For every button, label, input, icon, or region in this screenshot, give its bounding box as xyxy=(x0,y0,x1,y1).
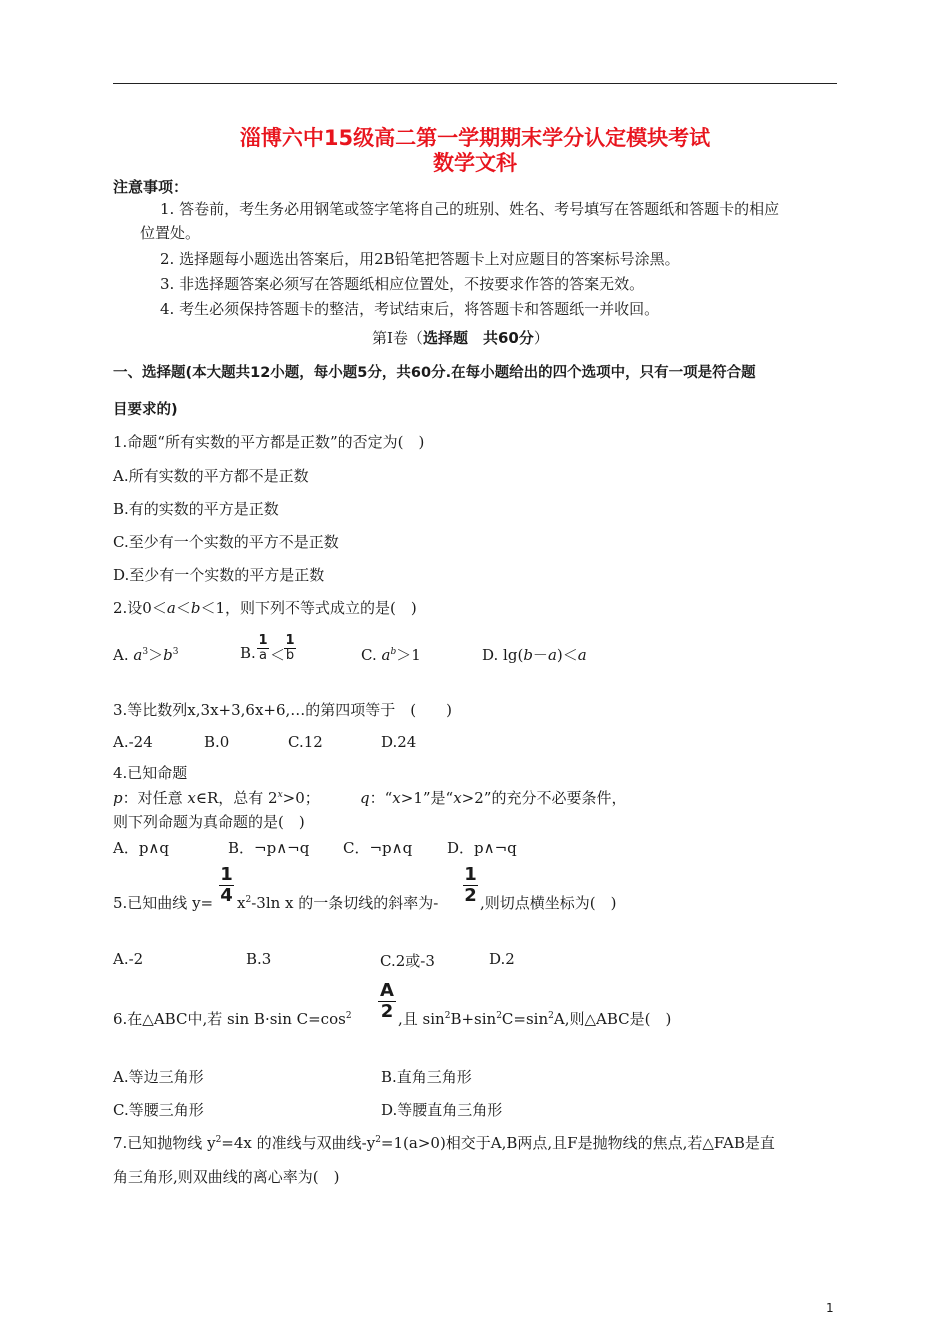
notice-item-3: 3. 非选择题答案必须写在答题纸相应位置处，不按要求作答的答案无效。 xyxy=(160,275,645,293)
q4-q-text1: ：“ xyxy=(369,789,393,807)
q5-mid1-exp: 2 xyxy=(245,895,252,905)
q7-prefix: 7.已知抛物线 y xyxy=(113,1134,216,1152)
q2-c-rest: ＞1 xyxy=(396,646,421,664)
section-instruction: 一、选择题(本大题共12小题，每小题5分，共60分.在每小题给出的四个选项中，只有一项是符合题 xyxy=(113,365,756,381)
q7-e1: 2 xyxy=(215,1135,222,1145)
q2-d-text1: lg( xyxy=(503,646,524,664)
q4-option-b: B．¬p∧¬q xyxy=(228,839,310,857)
q2-a-base2: b xyxy=(163,646,173,664)
q2-d-text2: )＜ xyxy=(556,646,578,664)
q5-mid1: x xyxy=(237,894,246,912)
q6-option-b: B.直角三角形 xyxy=(381,1068,472,1086)
q2-option-a xyxy=(113,644,178,665)
q4-q-label: q xyxy=(360,789,370,807)
q4-p-label: p xyxy=(113,789,123,807)
q6-stem-suffix xyxy=(398,1008,671,1029)
q2-stem-prefix: 2.设0＜ xyxy=(113,599,167,617)
q2-d-a: a xyxy=(547,646,557,664)
q2-b-frac1-den: a xyxy=(259,647,267,663)
exam-title: 淄博六中15级高二第一学期期末学分认定模块考试 xyxy=(239,126,711,150)
q2-option-c xyxy=(361,644,421,665)
q6-prefix: 6.在△ABC中,若 sin B·sin C=cos xyxy=(113,1010,346,1028)
q2-option-b-fraction-2 xyxy=(284,634,296,663)
q6-option-d: D.等腰直角三角形 xyxy=(381,1101,503,1119)
q3-option-b: B.0 xyxy=(204,733,230,751)
q2-option-d-label: D. xyxy=(482,646,499,664)
exam-subtitle: 数学文科 xyxy=(433,151,517,175)
q4-option-a: A．p∧q xyxy=(113,839,170,857)
notice-item-4: 4. 考生必须保持答题卡的整洁，考试结束后，将答题卡和答题纸一并收回。 xyxy=(160,300,660,318)
q5-fraction-quarter xyxy=(219,866,234,906)
q5-frac2-num: 1 xyxy=(464,864,477,885)
q2-var-b: b xyxy=(190,599,201,617)
q4-q-text2: >1”是“ xyxy=(400,789,454,807)
q6-e3: 2 xyxy=(548,1011,554,1021)
q2-option-d xyxy=(482,644,587,665)
q4-p-exp: x xyxy=(277,790,283,800)
q4-question: 则下列命题为真命题的是( ) xyxy=(113,813,305,831)
q2-c-base: a xyxy=(381,646,391,664)
q4-proposition-p xyxy=(113,787,320,808)
q2-option-a-label: A. xyxy=(113,646,129,664)
q2-lt: ＜ xyxy=(175,599,191,617)
q4-p-text3: >0； xyxy=(282,789,320,807)
q6-stem-prefix xyxy=(113,1008,352,1029)
q6-m1: B+sin xyxy=(450,1010,497,1028)
q7-suffix: =1(a>0)相交于A,B两点,且F是抛物线的焦点,若△FAB是直 xyxy=(380,1134,775,1152)
q1-option-b: B.有的实数的平方是正数 xyxy=(113,500,279,518)
q5-frac2-den: 2 xyxy=(464,884,477,906)
q7-stem-line1 xyxy=(113,1132,775,1153)
q2-b-frac2-den: b xyxy=(285,647,295,663)
q6-suffix: A,则△ABC是( ) xyxy=(553,1010,672,1028)
q4-q-x1: x xyxy=(392,789,401,807)
q2-b-frac2-num: 1 xyxy=(285,633,295,648)
q2-stem-suffix: ＜1，则下列不等式成立的是( ) xyxy=(200,599,417,617)
q5-option-a: A.-2 xyxy=(113,950,144,968)
q2-option-b-fraction-1 xyxy=(257,634,269,663)
q4-stem: 4.已知命题 xyxy=(113,764,188,782)
q1-option-d: D.至少有一个实数的平方是正数 xyxy=(113,566,325,584)
q2-a-exp2: 3 xyxy=(172,647,179,657)
q5-option-b: B.3 xyxy=(246,950,272,968)
notice-item-2: 2. 选择题每小题选出答案后，用2B铅笔把答题卡上对应题目的答案标号涂黑。 xyxy=(160,250,680,268)
part1-heading xyxy=(372,327,549,348)
q2-option-b-op: ＜ xyxy=(270,646,286,664)
q6-e2: 2 xyxy=(496,1011,502,1021)
section-instruction-cont: 目要求的) xyxy=(113,402,178,418)
part1-heading-prefix: 第Ⅰ卷（ xyxy=(372,329,423,347)
q4-p-text1: ：对任意 xyxy=(122,789,188,807)
q6-frac-den: 2 xyxy=(380,1000,394,1022)
q2-a-base1: a xyxy=(133,646,143,664)
q3-option-c: C.12 xyxy=(288,733,323,751)
q2-d-a2: a xyxy=(577,646,587,664)
q6-prefix-exp: 2 xyxy=(345,1011,352,1021)
part1-heading-suffix: ） xyxy=(533,329,549,347)
q5-option-c: C.2或-3 xyxy=(380,952,435,970)
q4-q-text3: >2”的充分不必要条件， xyxy=(461,789,627,807)
q4-option-d: D．p∧¬q xyxy=(447,839,517,857)
q7-e2: 2 xyxy=(375,1135,381,1145)
q5-fraction-half xyxy=(463,866,478,906)
q2-a-exp1: 3 xyxy=(142,647,149,657)
q6-e1: 2 xyxy=(444,1011,451,1021)
q4-p-text2: ∈R，总有 2 xyxy=(195,789,278,807)
q2-b-frac1-num: 1 xyxy=(258,633,268,648)
q3-option-a: A.-24 xyxy=(113,733,153,751)
q4-q-x2: x xyxy=(453,789,462,807)
q4-p-x: x xyxy=(187,789,196,807)
q2-var-a: a xyxy=(166,599,176,617)
q5-stem-suffix: ,则切点横坐标为( ) xyxy=(480,894,617,912)
q2-c-exp: b xyxy=(390,647,397,657)
q2-d-minus: － xyxy=(532,646,548,664)
q3-stem: 3.等比数列x,3x+3,6x+6,…的第四项等于 ( ) xyxy=(113,701,453,719)
q6-m2: C=sin xyxy=(501,1010,549,1028)
notice-item-1-cont: 位置处。 xyxy=(140,224,201,242)
q5-option-d: D.2 xyxy=(489,950,515,968)
notice-heading: 注意事项： xyxy=(113,178,189,196)
q7-m1: =4x 的准线与双曲线-y xyxy=(221,1134,376,1152)
q1-option-a: A.所有实数的平方都不是正数 xyxy=(113,467,309,485)
q5-frac1-num: 1 xyxy=(220,864,233,885)
notice-item-1: 1. 答卷前，考生务必用钢笔或签字笔将自己的班别、姓名、考号填写在答题纸和答题卡的相应 xyxy=(160,200,780,218)
q3-option-d: D.24 xyxy=(381,733,417,751)
q4-option-c: C．¬p∧q xyxy=(343,839,413,857)
q6-fraction-a-half xyxy=(378,982,396,1022)
q5-stem-prefix: 5.已知曲线 y= xyxy=(113,894,214,912)
q2-a-op: ＞ xyxy=(148,646,164,664)
q2-option-b-label: B. xyxy=(240,644,256,662)
q7-stem-line2: 角三角形,则双曲线的离心率为( ) xyxy=(113,1168,340,1186)
q1-stem: 1.命题“所有实数的平方都是正数”的否定为( ) xyxy=(113,433,425,451)
q6-mid: ,且 sin xyxy=(398,1010,445,1028)
q6-option-c: C.等腰三角形 xyxy=(113,1101,204,1119)
q2-stem xyxy=(113,597,417,618)
header-rule xyxy=(113,83,837,84)
q5-mid2: -3ln x 的一条切线的斜率为- xyxy=(251,894,439,912)
page-number: 1 xyxy=(826,1301,834,1315)
q6-option-a: A.等边三角形 xyxy=(113,1068,204,1086)
q5-stem-mid xyxy=(237,892,438,913)
part1-heading-bold: 选择题 共60分 xyxy=(422,329,534,347)
q1-option-c: C.至少有一个实数的平方不是正数 xyxy=(113,533,339,551)
q2-d-b: b xyxy=(523,646,533,664)
q4-proposition-q xyxy=(360,787,626,808)
q6-frac-num: A xyxy=(378,982,396,1002)
q2-option-c-label: C. xyxy=(361,646,377,664)
q5-frac1-den: 4 xyxy=(220,884,233,906)
